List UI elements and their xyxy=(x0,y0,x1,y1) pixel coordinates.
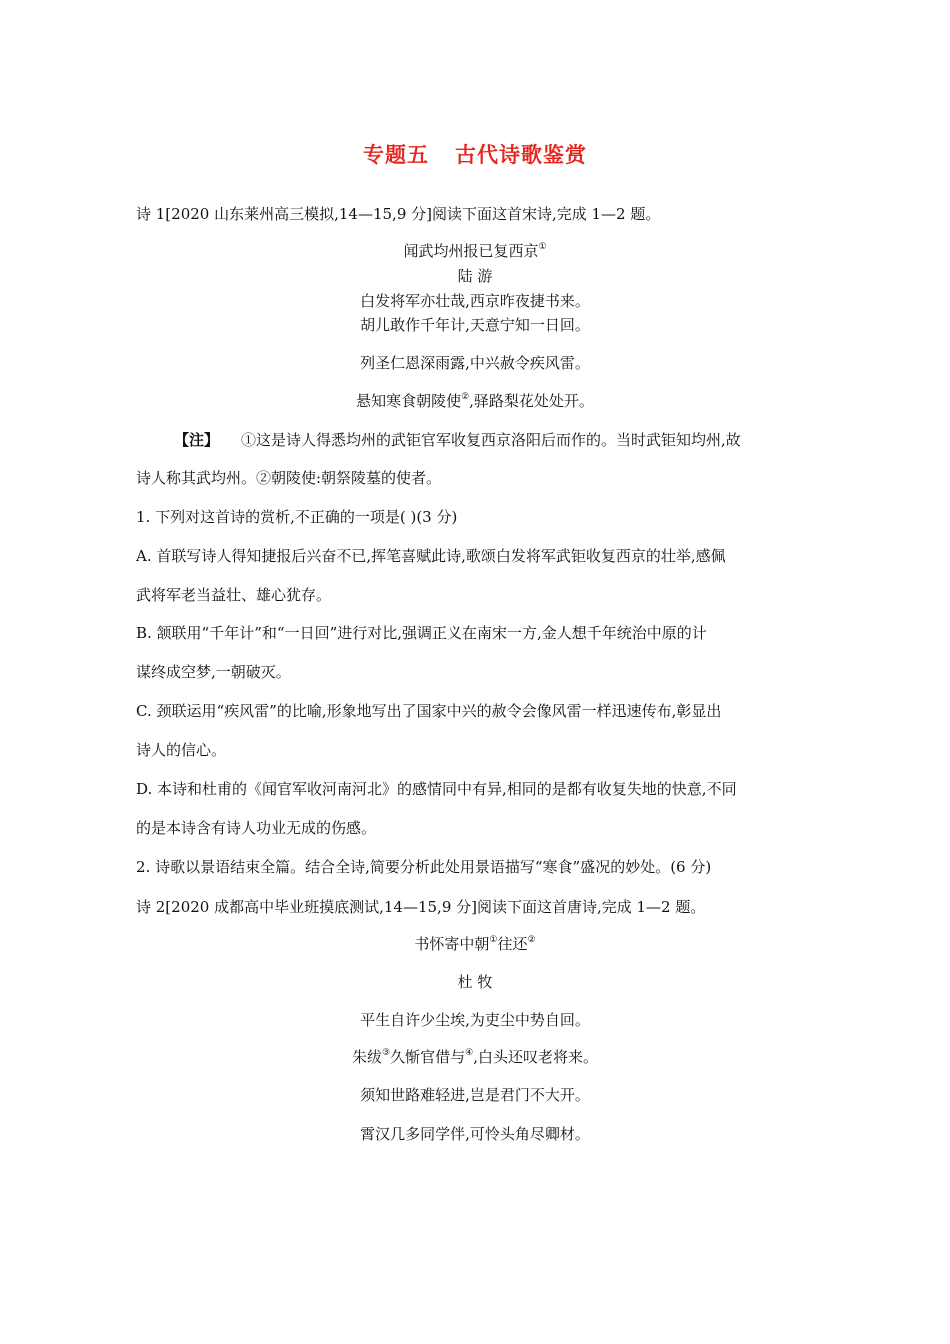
poem1-line4-part-b: ,驿路梨花处处开。 xyxy=(469,392,594,410)
q1-option-b: B. 颔联用“千年计”和“一日回”进行对比,强调正义在南宋一方,金人想千年统治中原的计 xyxy=(136,624,707,642)
q1-option-c-cont: 诗人的信心。 xyxy=(136,741,227,759)
poem2-line2-part-b: 久惭官借与 xyxy=(390,1048,466,1066)
q1-stem: 1. 下列对这首诗的赏析,不正确的一项是( )(3 分) xyxy=(136,508,458,526)
footnote-mark: ① xyxy=(538,242,547,252)
poem1-note xyxy=(174,430,741,450)
poem1-line: 列圣仁恩深雨露,中兴赦令疾风雷。 xyxy=(360,354,590,372)
poem1-line4-part-a: 悬知寒食朝陵使 xyxy=(356,392,462,410)
footnote-mark: ② xyxy=(527,935,536,945)
title-part2: 古代诗歌鉴赏 xyxy=(455,143,587,167)
poem1-note-cont: 诗人称其武均州。②朝陵使:朝祭陵墓的使者。 xyxy=(136,469,442,487)
note-tag: 【注】 xyxy=(174,431,220,449)
poem1-author: 陆 游 xyxy=(457,267,493,285)
poem2-line: 须知世路难轻进,岂是君门不大开。 xyxy=(360,1086,590,1104)
poem2-intro: 诗 2[2020 成都高中毕业班摸底测试,14—15,9 分]阅读下面这首唐诗,完成 1—2 题。 xyxy=(136,898,706,916)
poem2-line xyxy=(0,1047,950,1067)
q1-option-d-cont: 的是本诗含有诗人功业无成的伤感。 xyxy=(136,819,377,837)
q1-option-c: C. 颈联运用“疾风雷”的比喻,形象地写出了国家中兴的赦令会像风雷一样迅速传布,彰显出 xyxy=(136,702,722,720)
footnote-mark: ② xyxy=(461,392,470,402)
footnote-mark: ③ xyxy=(382,1048,391,1058)
poem2-title-part-b: 往还 xyxy=(497,935,528,953)
q1-option-a-cont: 武将军老当益壮、雄心犹存。 xyxy=(136,586,332,604)
poem1-line xyxy=(0,391,950,411)
poem2-line: 霄汉几多同学伴,可怜头角尽卿材。 xyxy=(360,1125,590,1143)
footnote-mark: ④ xyxy=(465,1048,474,1058)
poem2-line2-part-a: 朱绂 xyxy=(352,1048,383,1066)
poem2-title xyxy=(0,934,950,954)
q1-option-d: D. 本诗和杜甫的《闻官军收河南河北》的感情同中有异,相同的是都有收复失地的快意,不同 xyxy=(136,780,737,798)
note-text: ①这是诗人得悉均州的武钜官军收复西京洛阳后而作的。当时武钜知均州,故 xyxy=(241,431,741,449)
page-title xyxy=(0,139,950,169)
poem2-line: 平生自许少尘埃,为吏尘中势自回。 xyxy=(360,1011,590,1029)
poem1-line: 白发将军亦壮哉,西京昨夜捷书来。 xyxy=(360,292,590,310)
title-part1: 专题五 xyxy=(363,143,429,167)
poem1-intro: 诗 1[2020 山东莱州高三模拟,14—15,9 分]阅读下面这首宋诗,完成 1—2 题。 xyxy=(136,205,661,223)
poem2-line2-part-c: ,白头还叹老将来。 xyxy=(473,1048,598,1066)
q2-stem: 2. 诗歌以景语结束全篇。结合全诗,简要分析此处用景语描写“寒食”盛况的妙处。(6 分) xyxy=(136,858,712,876)
poem1-title xyxy=(0,241,950,261)
poem1-title-text: 闻武均州报已复西京 xyxy=(403,242,539,260)
q1-option-a: A. 首联写诗人得知捷报后兴奋不已,挥笔喜赋此诗,歌颂白发将军武钜收复西京的壮举,感佩 xyxy=(136,547,726,565)
poem1-line: 胡儿敢作千年计,天意宁知一日回。 xyxy=(360,316,590,334)
poem2-author: 杜 牧 xyxy=(457,973,493,991)
poem2-title-part-a: 书怀寄中朝 xyxy=(414,935,490,953)
footnote-mark: ① xyxy=(489,935,498,945)
q1-option-b-cont: 谋终成空梦,一朝破灭。 xyxy=(136,663,291,681)
